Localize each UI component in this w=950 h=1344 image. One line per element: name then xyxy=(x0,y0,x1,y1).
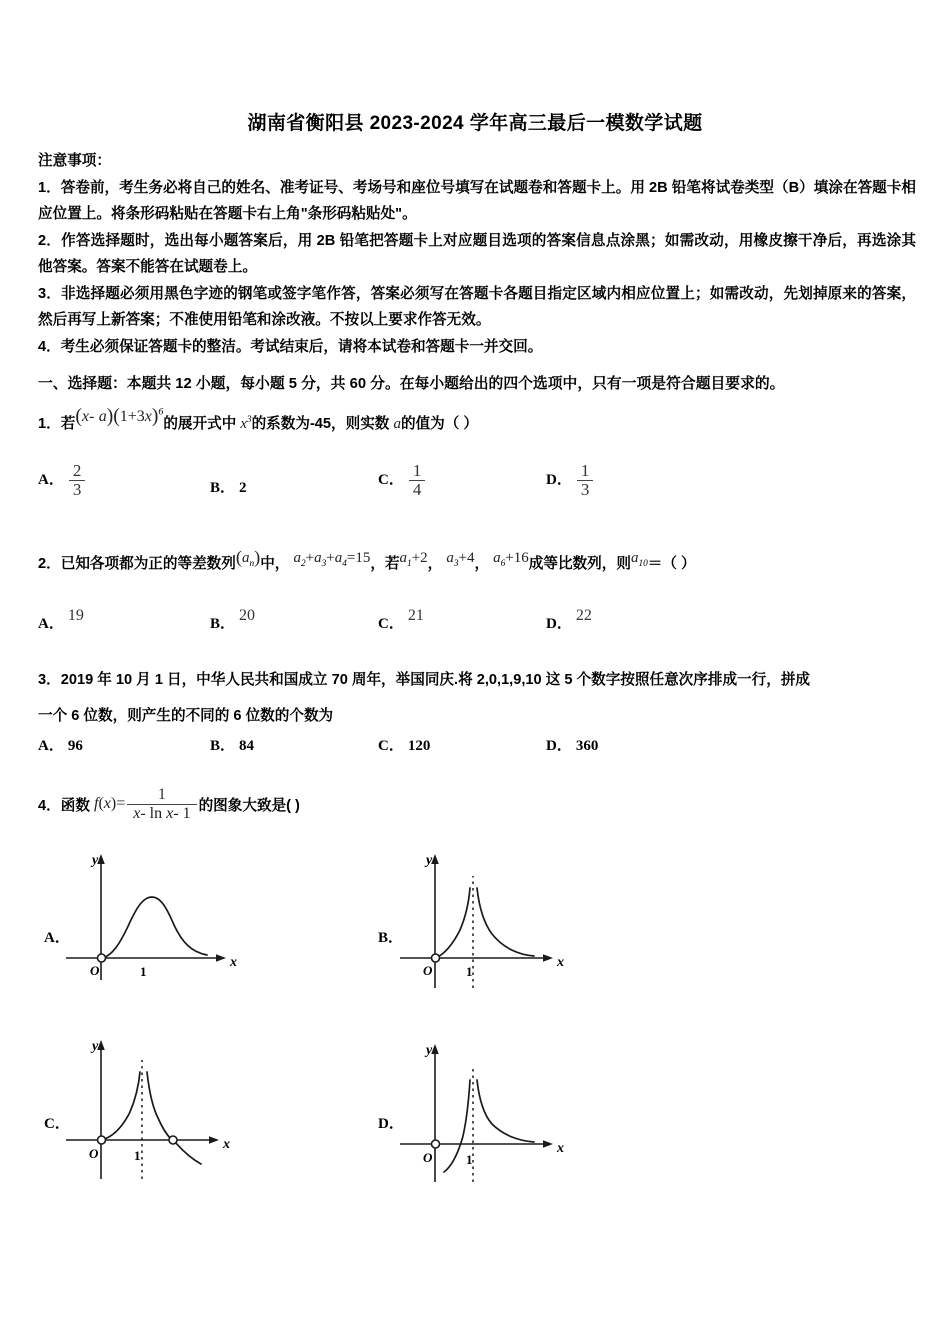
question-4-lead: 函数 xyxy=(60,797,90,814)
graph-b-figure xyxy=(378,848,678,998)
option-2-b[interactable] xyxy=(210,607,256,633)
y-axis-arrow xyxy=(431,1044,439,1054)
graph-option-c[interactable] xyxy=(44,1034,344,1189)
question-2-term-3 xyxy=(493,549,529,569)
den-ln: ln xyxy=(149,804,163,822)
open-point-origin xyxy=(98,1136,106,1144)
y-axis-arrow xyxy=(431,854,439,864)
x-axis-label: x xyxy=(223,1137,230,1152)
question-2-text-d: ， xyxy=(427,555,443,572)
question-4 xyxy=(38,788,922,824)
fraction-denominator xyxy=(127,804,196,823)
curve-c-left xyxy=(102,1072,140,1140)
math-a3: a xyxy=(314,549,322,566)
fraction-numerator: 2 xyxy=(72,461,82,480)
graph-option-b[interactable] xyxy=(378,848,678,998)
seq-n: n xyxy=(249,558,255,569)
option-2-c-value: 21 xyxy=(407,607,424,624)
curve-d-right xyxy=(477,1080,534,1142)
math-plus-2: + xyxy=(326,549,335,566)
option-2-b-value: 20 xyxy=(239,607,256,624)
option-2-d[interactable] xyxy=(546,607,592,633)
open-point-origin xyxy=(432,1140,440,1148)
option-3-a[interactable] xyxy=(38,734,83,755)
y-axis-label: y xyxy=(426,1043,433,1058)
question-3-line-2: 一个 6 位数，则产生的不同的 6 位数的个数为 xyxy=(38,708,334,724)
math-var-a: a xyxy=(393,415,401,432)
paren-open: ( xyxy=(75,406,82,428)
fraction-numerator: 1 xyxy=(412,461,422,480)
math-sub-3: 3 xyxy=(321,558,327,569)
option-1-b-value: 2 xyxy=(239,480,247,496)
question-1-tail: 的展开式中 xyxy=(163,415,237,432)
math-plus: + xyxy=(127,407,137,425)
question-4-number: 4． xyxy=(38,797,61,814)
graph-option-d-label: D． xyxy=(378,1116,404,1132)
question-2-text-e: ， xyxy=(474,555,490,572)
x-axis-label: x xyxy=(230,955,237,970)
graph-option-c-label: C． xyxy=(44,1116,70,1132)
curve-c-right-upper xyxy=(147,1072,171,1139)
notes-item-1: 1．答卷前，考生务必将自己的姓名、准考证号、考场号和座位号填写在试题卷和答题卡上。用 2B 铅笔将试卷类型（B）填涂在答题卡相应位置上。将条形码粘贴在答题卡右上角"条形码粘贴处"。 xyxy=(38,179,916,222)
math-one: 1 xyxy=(119,407,128,425)
x-axis-arrow xyxy=(209,1136,219,1144)
notes-item-3: 3．非选择题必须用黑色字迹的钢笔或签字笔作答，答案必须写在答题卡各题目指定区域内相应位置上；如需改动，先划掉原来的答案，然后再写上新答案；不准使用铅笔和涂改液。不按以上要求作答无效。 xyxy=(38,285,916,328)
y-axis-label: y xyxy=(92,1039,99,1054)
question-3-number: 3． xyxy=(38,672,61,688)
tick-label-1: 1 xyxy=(466,1152,473,1167)
question-2-text-b: 中， xyxy=(260,555,290,572)
origin-label: O xyxy=(90,963,100,978)
paren-close: ) xyxy=(106,406,114,428)
math-term-x: x xyxy=(240,415,248,432)
option-1-c-fraction xyxy=(409,462,426,499)
graph-d-figure xyxy=(378,1034,678,1189)
tick-label-1: 1 xyxy=(140,964,147,979)
den-x2: x xyxy=(166,804,174,822)
x-axis-label: x xyxy=(557,955,564,970)
x-axis-label: x xyxy=(557,1141,564,1156)
option-2-a-value: 19 xyxy=(67,607,84,624)
math-exponent: 6 xyxy=(158,406,164,418)
binom-paren-open: ( xyxy=(113,406,120,428)
option-3-a-value: 96 xyxy=(67,738,83,754)
section-heading: 一、选择题：本题共 12 小题，每小题 5 分，共 60 分。在每小题给出的四个选项中，只有一项是符合题目要求的。 xyxy=(38,376,785,392)
option-1-d-label: D． xyxy=(546,472,572,489)
fraction-numerator: 1 xyxy=(580,461,590,480)
option-2-a[interactable] xyxy=(38,607,84,633)
result-sub: 10 xyxy=(638,558,648,569)
func-f: f xyxy=(93,794,99,812)
option-3-b-value: 84 xyxy=(239,738,255,754)
origin-label: O xyxy=(89,1146,99,1161)
math-minus: - xyxy=(88,407,95,425)
option-2-d-label: D． xyxy=(546,616,572,632)
question-2-sum xyxy=(293,549,371,569)
notes-item-4: 4．考生必须保证答题卡的整洁。考试结束后，请将本试卷和答题卡一并交回。 xyxy=(38,338,543,355)
term1-sub: 1 xyxy=(407,558,412,569)
func-equals: = xyxy=(116,794,126,812)
curve-c-right-lower xyxy=(175,1142,201,1164)
question-1-number: 1． xyxy=(38,415,61,432)
question-2-text-f: 成等比数列，则 xyxy=(528,555,631,572)
question-4-tail: 的图象大致是( ) xyxy=(198,797,300,814)
question-2 xyxy=(38,547,928,583)
x-axis-arrow xyxy=(543,1140,553,1148)
term3-a: a xyxy=(493,549,501,566)
question-3-line-1: 2019 年 10 月 1 日，中华人民共和国成立 70 周年，举国同庆.将 2,0,1,9,10 这 5 个数字按照任意次序排成一行，拼成 xyxy=(60,672,811,688)
fraction-denominator: 3 xyxy=(69,480,86,499)
curve-b-left xyxy=(436,888,470,958)
option-2-d-value: 22 xyxy=(575,607,592,624)
option-2-b-label: B． xyxy=(210,616,236,632)
func-paren-open: ( xyxy=(98,794,104,812)
y-axis-arrow xyxy=(97,1040,105,1050)
option-3-c-label: C． xyxy=(378,738,404,754)
binom-paren-close: ) xyxy=(151,406,159,428)
den-x: x xyxy=(133,804,141,822)
option-1-a-label: A． xyxy=(38,472,64,489)
math-a2: a xyxy=(293,549,301,566)
option-3-b[interactable] xyxy=(210,734,254,755)
math-x: x xyxy=(81,407,89,425)
question-2-term-2 xyxy=(446,549,475,569)
fraction-denominator: 3 xyxy=(577,480,594,499)
question-2-term-1 xyxy=(399,549,428,569)
option-3-c-value: 120 xyxy=(407,738,431,754)
math-term-power: 3 xyxy=(247,414,252,424)
graph-option-a[interactable] xyxy=(44,848,344,998)
open-point-origin xyxy=(98,954,106,962)
curve-a xyxy=(102,897,207,958)
tick-label-1: 1 xyxy=(466,964,473,979)
x-axis-arrow xyxy=(216,954,226,962)
question-2-text-c: ，若 xyxy=(370,555,400,572)
option-3-d[interactable] xyxy=(546,734,598,755)
question-3-continued xyxy=(38,698,924,734)
option-1-c-label: C． xyxy=(378,472,404,489)
option-1-b-label: B． xyxy=(210,480,236,496)
tick-label-1: 1 xyxy=(134,1148,141,1163)
y-axis-arrow xyxy=(97,854,105,864)
question-2-number: 2． xyxy=(38,555,61,572)
result-a: a xyxy=(630,549,639,566)
graph-option-d[interactable] xyxy=(378,1034,678,1189)
notes-item-2: 2．作答选择题时，选出每小题答案后，用 2B 铅笔把答题卡上对应题目选项的答案信息点涂黑；如需改动，用橡皮擦干净后，再选涂其他答案。答案不能答在试题卷上。 xyxy=(38,232,916,275)
term2-a: a xyxy=(446,549,454,566)
question-2-text-g: ＝（ ） xyxy=(647,555,696,572)
math-a4: a xyxy=(334,549,343,566)
den-minus: - xyxy=(140,804,146,822)
seq-paren-open: ( xyxy=(235,547,242,567)
option-1-c[interactable] xyxy=(378,462,426,499)
term1-add: +2 xyxy=(411,549,428,566)
question-1-expression xyxy=(75,406,164,428)
question-1-tail2: 的系数为-45，则实数 xyxy=(251,415,390,432)
question-1 xyxy=(38,406,922,437)
x-axis-arrow xyxy=(543,954,553,962)
func-fraction xyxy=(127,786,196,822)
open-point-crossing xyxy=(169,1136,177,1144)
origin-label: O xyxy=(423,1150,433,1165)
question-1-tail3: 的值为（ ） xyxy=(400,415,478,432)
y-axis-label: y xyxy=(426,853,433,868)
option-1-a-fraction xyxy=(69,462,86,499)
term3-sub: 6 xyxy=(500,558,506,569)
option-2-c-label: C． xyxy=(378,616,404,632)
question-3 xyxy=(38,662,924,698)
option-3-d-label: D． xyxy=(546,738,572,754)
math-plus-1: + xyxy=(305,549,315,566)
fraction-denominator: 4 xyxy=(409,480,426,499)
origin-label: O xyxy=(423,963,433,978)
option-3-d-value: 360 xyxy=(575,738,599,754)
func-paren-close: ) xyxy=(110,794,117,812)
term2-sub: 3 xyxy=(453,558,459,569)
seq-a: a xyxy=(241,549,250,566)
seq-paren-close: ) xyxy=(254,547,261,567)
math-sub-2: 2 xyxy=(300,558,306,569)
notes-block xyxy=(38,148,916,360)
graph-c-figure xyxy=(44,1034,344,1189)
option-1-b[interactable] xyxy=(210,476,247,497)
notes-heading: 注意事项： xyxy=(38,153,111,169)
graph-option-b-label: B． xyxy=(378,930,404,946)
question-2-result xyxy=(630,549,648,569)
page-title: 湖南省衡阳县 2023-2024 学年高三最后一模数学试题 xyxy=(247,113,703,134)
question-2-text-a: 已知各项都为正的等差数列 xyxy=(60,555,236,572)
option-3-a-label: A． xyxy=(38,738,64,754)
term3-add: +16 xyxy=(505,549,529,566)
fraction-numerator: 1 xyxy=(157,786,166,803)
question-1-lead: 若 xyxy=(60,415,76,432)
term1-a: a xyxy=(399,549,408,566)
term2-add: +4 xyxy=(458,549,475,566)
y-axis-label: y xyxy=(92,853,99,868)
option-2-c[interactable] xyxy=(378,607,424,633)
option-3-b-label: B． xyxy=(210,738,236,754)
option-3-c[interactable] xyxy=(378,734,430,755)
curve-b-right xyxy=(477,888,534,956)
question-2-sequence xyxy=(235,547,261,569)
den-tail: - 1 xyxy=(173,804,191,822)
func-var: x xyxy=(103,794,111,812)
math-sub-4: 4 xyxy=(342,558,347,569)
math-three: 3 xyxy=(136,407,145,425)
math-a: a xyxy=(98,407,107,425)
option-1-a[interactable] xyxy=(38,462,86,499)
graph-option-a-label: A． xyxy=(44,930,70,946)
math-x2: x xyxy=(144,407,152,425)
option-2-a-label: A． xyxy=(38,616,64,632)
option-1-d[interactable] xyxy=(546,462,594,499)
question-4-formula xyxy=(94,786,199,822)
open-point-origin xyxy=(432,954,440,962)
math-equals-15: =15 xyxy=(346,549,371,566)
graph-a-figure xyxy=(44,848,344,998)
option-1-d-fraction xyxy=(577,462,594,499)
